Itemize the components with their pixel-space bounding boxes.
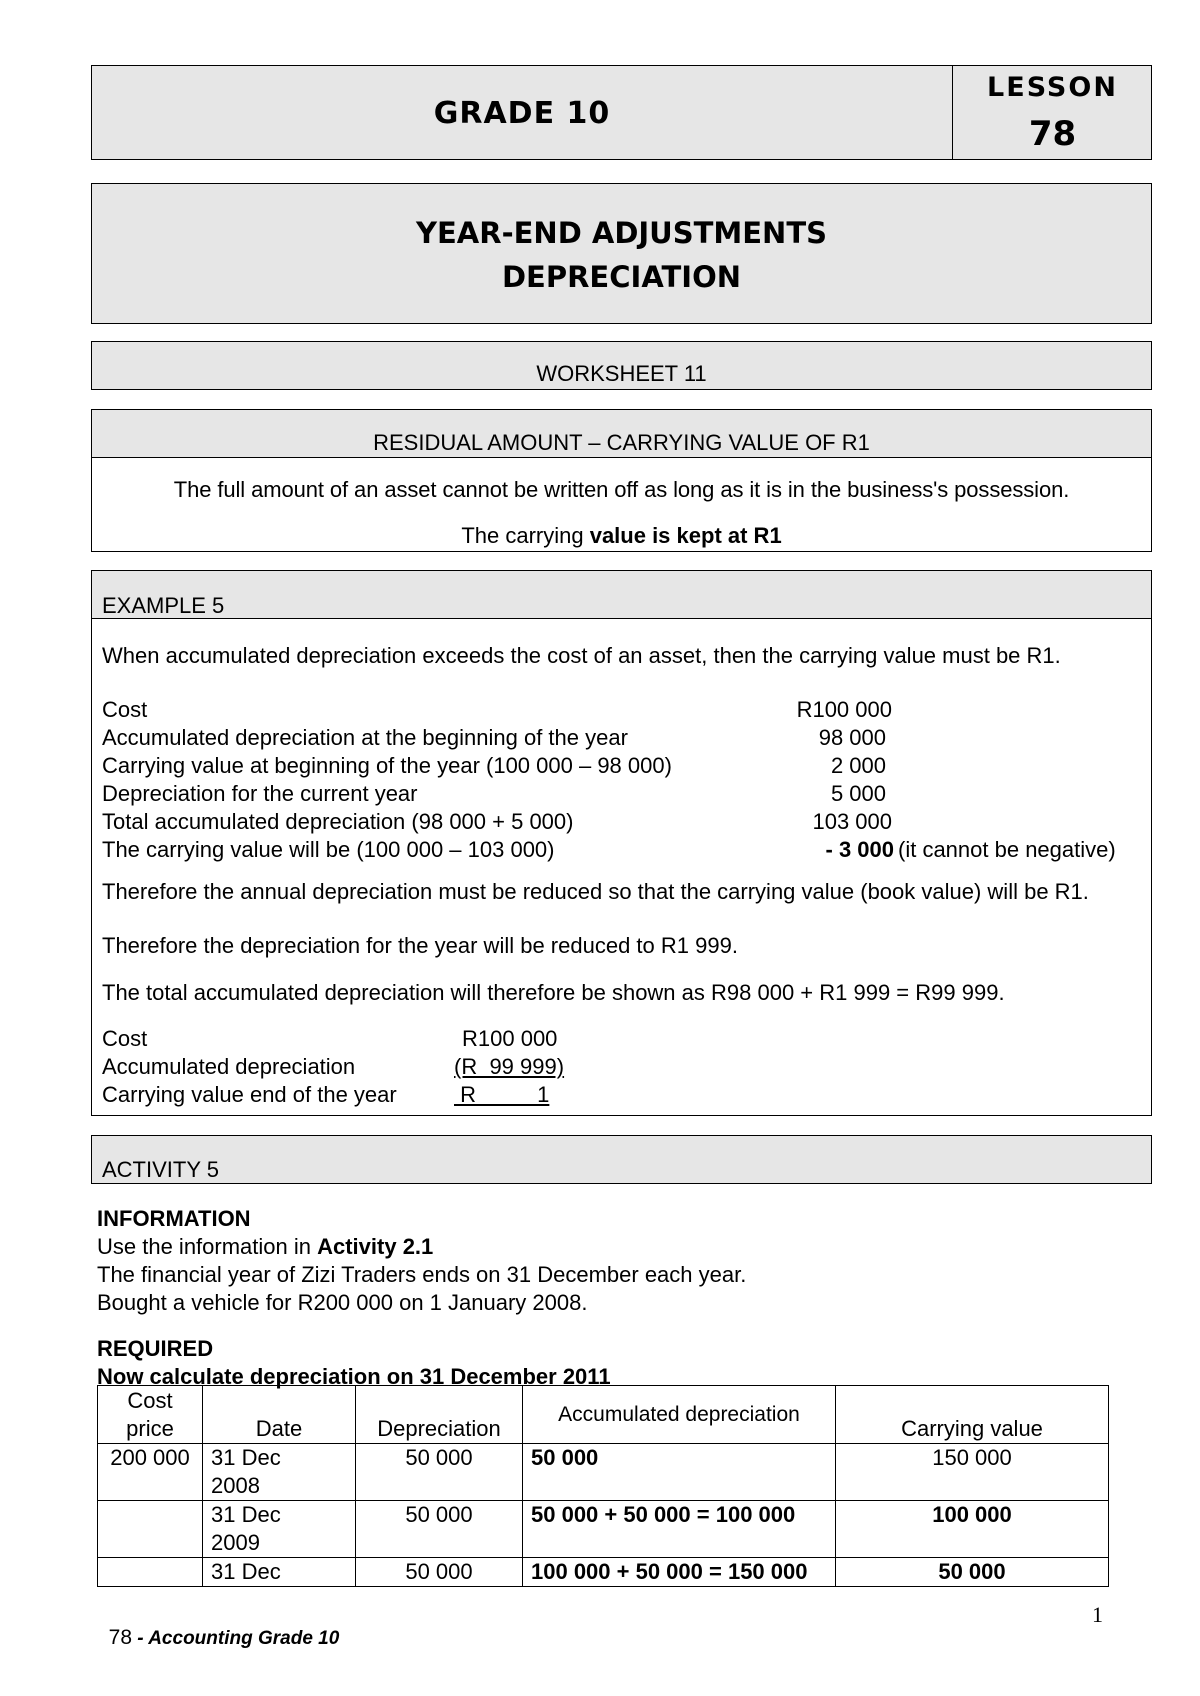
cell-carrying: 150 000 [836,1444,1109,1501]
cell-date-line-2: 2009 [211,1530,260,1555]
header-depreciation: Depreciation [356,1386,523,1444]
example-line [102,808,1142,836]
cell-accumulated: 50 000 [523,1444,836,1501]
header-accumulated: Accumulated depreciation [523,1386,836,1444]
cell-cost [98,1558,203,1587]
summary-line [102,1025,564,1053]
example-line-value: 5 000 [830,781,886,806]
example-line-note: (it cannot be negative) [898,837,1116,862]
table-row [98,1558,1109,1587]
example-total-line: The total accumulated depreciation will therefore be shown as R98 000 + R1 999 = R99 999. [102,980,1005,1005]
cell-carrying: 50 000 [836,1558,1109,1587]
example-line-value: 103 000 [812,809,892,834]
residual-box [91,409,1152,552]
title-line-1: YEAR-END ADJUSTMENTS [416,216,827,250]
example-line-value: - 3 000 [825,837,894,862]
grade-title: GRADE 10 [433,96,611,131]
summary-value: R 1 [454,1082,550,1107]
header-carrying: Carrying value [836,1386,1109,1444]
example-summary [102,1025,564,1109]
cell-date-line-1: 31 Dec [211,1559,281,1584]
cell-carrying: 100 000 [836,1501,1109,1558]
example-line-label: Carrying value at beginning of the year (100 000 – 98 000) [102,753,672,778]
footer-lesson-number: 78 [108,1626,133,1649]
title-box [91,183,1152,324]
info-line-1-normal: Use the information in [97,1234,318,1259]
depreciation-table [97,1385,1109,1587]
cell-date-line-1: 31 Dec [211,1502,281,1527]
example-line-label: The carrying value will be (100 000 – 103 000) [102,837,555,862]
example-box [91,570,1152,1116]
residual-heading-bar [92,410,1151,458]
cell-accumulated: 50 000 + 50 000 = 100 000 [523,1501,836,1558]
required-heading: REQUIRED [97,1336,214,1361]
cell-date-line-1: 31 Dec [211,1445,281,1470]
residual-text-2 [92,523,1151,549]
residual-text-2-normal: The carrying [461,523,590,548]
lesson-label: LESSON [987,72,1118,103]
header-cost-1: Cost [127,1388,173,1413]
cell-accumulated: 100 000 + 50 000 = 150 000 [523,1558,836,1587]
header-date: Date [203,1386,356,1444]
example-line [102,696,1142,724]
residual-text-2-bold: value is kept at R1 [589,523,782,548]
title-line-2: DEPRECIATION [501,260,742,294]
header-box [91,65,1152,160]
cell-date-line-2: 2008 [211,1473,260,1498]
activity-heading: ACTIVITY 5 [102,1157,219,1182]
example-therefore-1: Therefore the annual depreciation must be reduced so that the carrying value (book value) will be R1. [102,879,1089,904]
info-line-1 [97,1233,746,1261]
cell-depreciation: 50 000 [356,1501,523,1558]
summary-label: Carrying value end of the year [102,1082,397,1107]
header-cost-2: price [126,1416,174,1441]
activity-info [97,1205,746,1391]
example-line [102,752,1142,780]
summary-value: (R 99 999) [454,1054,565,1079]
example-line-value: R100 000 [796,697,892,722]
summary-label: Accumulated depreciation [102,1054,356,1079]
table-row [98,1444,1109,1501]
residual-heading: RESIDUAL AMOUNT – CARRYING VALUE OF R1 [373,430,870,455]
residual-text-1: The full amount of an asset cannot be written off as long as it is in the business's possession. [173,477,1070,502]
worksheet-title: WORKSHEET 11 [536,361,707,386]
example-line [102,836,1142,864]
summary-value: R100 000 [462,1026,558,1051]
activity-box [91,1135,1152,1184]
cell-cost: 200 000 [98,1444,203,1501]
header-divider [952,66,953,159]
cell-date [203,1501,356,1558]
lesson-number: 78 [1028,114,1077,154]
example-line-label: Cost [102,697,148,722]
table-row [98,1501,1109,1558]
example-line-label: Depreciation for the current year [102,781,418,806]
summary-line [102,1053,564,1081]
example-line-label: Total accumulated depreciation (98 000 + 5 000) [102,809,574,834]
example-lines [102,696,1142,864]
cell-cost [98,1501,203,1558]
example-line-label: Accumulated depreciation at the beginning of the year [102,725,628,750]
worksheet-box [91,341,1152,390]
example-heading-bar [92,571,1151,619]
cell-depreciation: 50 000 [356,1444,523,1501]
example-line-value: 2 000 [830,753,886,778]
example-line [102,780,1142,808]
cell-depreciation: 50 000 [356,1558,523,1587]
info-line-1-bold: Activity 2.1 [317,1234,434,1259]
example-intro: When accumulated depreciation exceeds the cost of an asset, then the carrying value must be R1. [102,643,1061,668]
page-number: 1 [1092,1602,1103,1627]
info-heading: INFORMATION [97,1206,251,1231]
footer-subject: - Accounting Grade 10 [132,1628,340,1649]
example-therefore-2: Therefore the depreciation for the year will be reduced to R1 999. [102,933,738,958]
info-line-2: The financial year of Zizi Traders ends on 31 December each year. [97,1262,747,1287]
cell-date [203,1558,356,1587]
required-text: Now calculate depreciation on 31 December 2011 [97,1364,611,1389]
footer [97,1602,339,1650]
header-cost [98,1386,203,1444]
example-line [102,724,1142,752]
table-header-row [98,1386,1109,1444]
summary-label: Cost [102,1026,148,1051]
example-heading: EXAMPLE 5 [102,593,225,618]
cell-date [203,1444,356,1501]
summary-line [102,1081,564,1109]
example-line-value: 98 000 [818,725,886,750]
info-line-3: Bought a vehicle for R200 000 on 1 January 2008. [97,1290,588,1315]
